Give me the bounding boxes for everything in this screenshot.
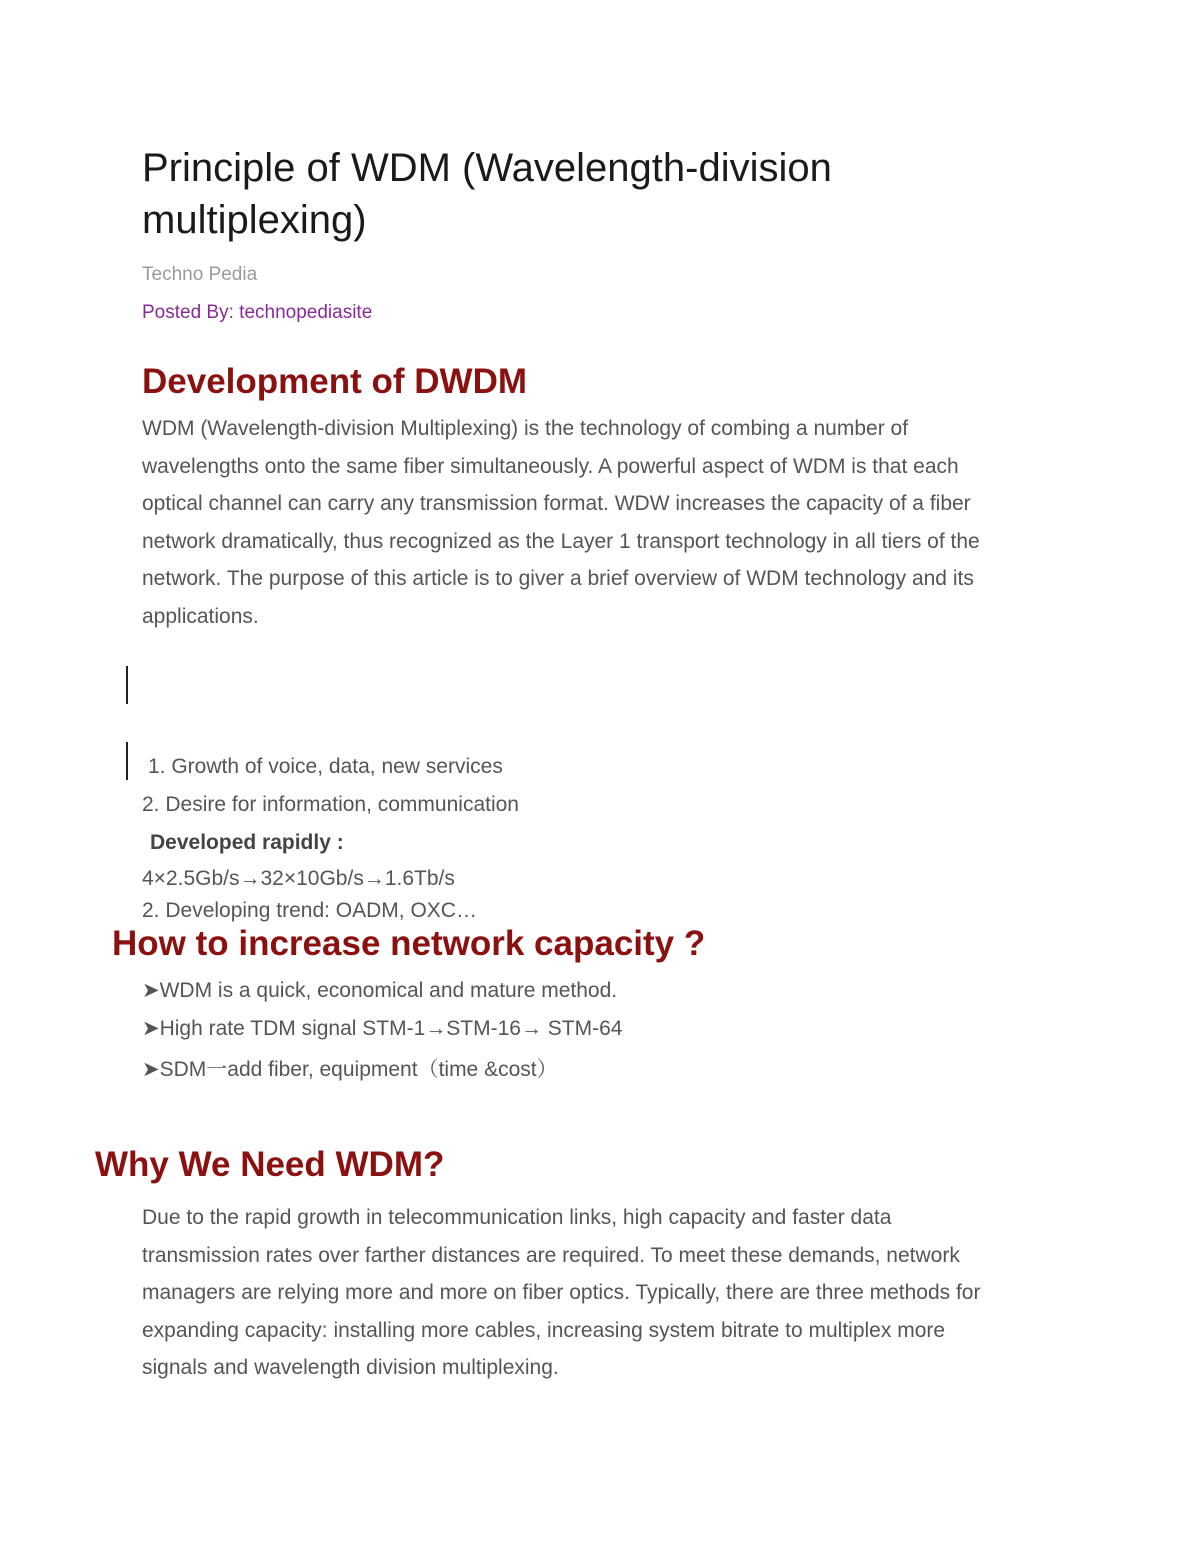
developing-trend: 2. Developing trend: OADM, OXC…	[142, 899, 477, 922]
method-tdm: ➤High rate TDM signal STM-1→STM-16→ STM-64	[142, 1017, 623, 1040]
heading-why-we-need-wdm: Why We Need WDM?	[95, 1145, 445, 1184]
rate-progression: 4×2.5Gb/s→32×10Gb/s→1.6Tb/s	[142, 867, 455, 890]
paragraph-line: transmission rates over farther distances are required. To meet these demands, network	[142, 1243, 960, 1267]
posted-by[interactable]: Posted By: technopediasite	[142, 302, 373, 323]
paragraph-development	[142, 410, 980, 636]
title-line-2: multiplexing)	[142, 198, 367, 242]
paragraph-line: managers are relying more and more on fiber optics. Typically, there are three methods for	[142, 1281, 981, 1305]
paragraph-line: applications.	[142, 604, 259, 628]
list-item-desire: 2. Desire for information, communication	[142, 793, 519, 816]
list-item-growth: 1. Growth of voice, data, new services	[148, 755, 503, 778]
paragraph-why-wdm	[142, 1199, 980, 1387]
paragraph-line: Due to the rapid growth in telecommunication links, high capacity and faster data	[142, 1206, 892, 1229]
paragraph-line: signals and wavelength division multiplexing.	[142, 1356, 559, 1380]
paragraph-line: network. The purpose of this article is to giver a brief overview of WDM technology and its	[142, 567, 974, 591]
site-name: Techno Pedia	[142, 264, 258, 285]
document-title	[142, 142, 832, 246]
title-line-1: Principle of WDM (Wavelength-division	[142, 146, 832, 190]
paragraph-line: WDM (Wavelength-division Multiplexing) is the technology of combing a number of	[142, 417, 909, 440]
paragraph-line: expanding capacity: installing more cables, increasing system bitrate to multiplex more	[142, 1318, 946, 1342]
method-sdm: ➤SDM一add fiber, equipment（time &cost）	[142, 1058, 558, 1081]
paragraph-line: network dramatically, thus recognized as the Layer 1 transport technology in all tiers of the	[142, 529, 980, 553]
developed-rapidly-label: Developed rapidly :	[150, 831, 344, 854]
paragraph-line: wavelengths onto the same fiber simultaneously. A powerful aspect of WDM is that each	[142, 454, 959, 478]
heading-how-to-increase-capacity: How to increase network capacity ?	[112, 924, 706, 963]
heading-development-of-dwdm: Development of DWDM	[142, 362, 527, 401]
text-cursor	[126, 742, 128, 780]
text-cursor	[126, 666, 128, 704]
paragraph-line: optical channel can carry any transmission format. WDW increases the capacity of a fiber	[142, 492, 971, 516]
method-wdm: ➤WDM is a quick, economical and mature method.	[142, 979, 618, 1002]
